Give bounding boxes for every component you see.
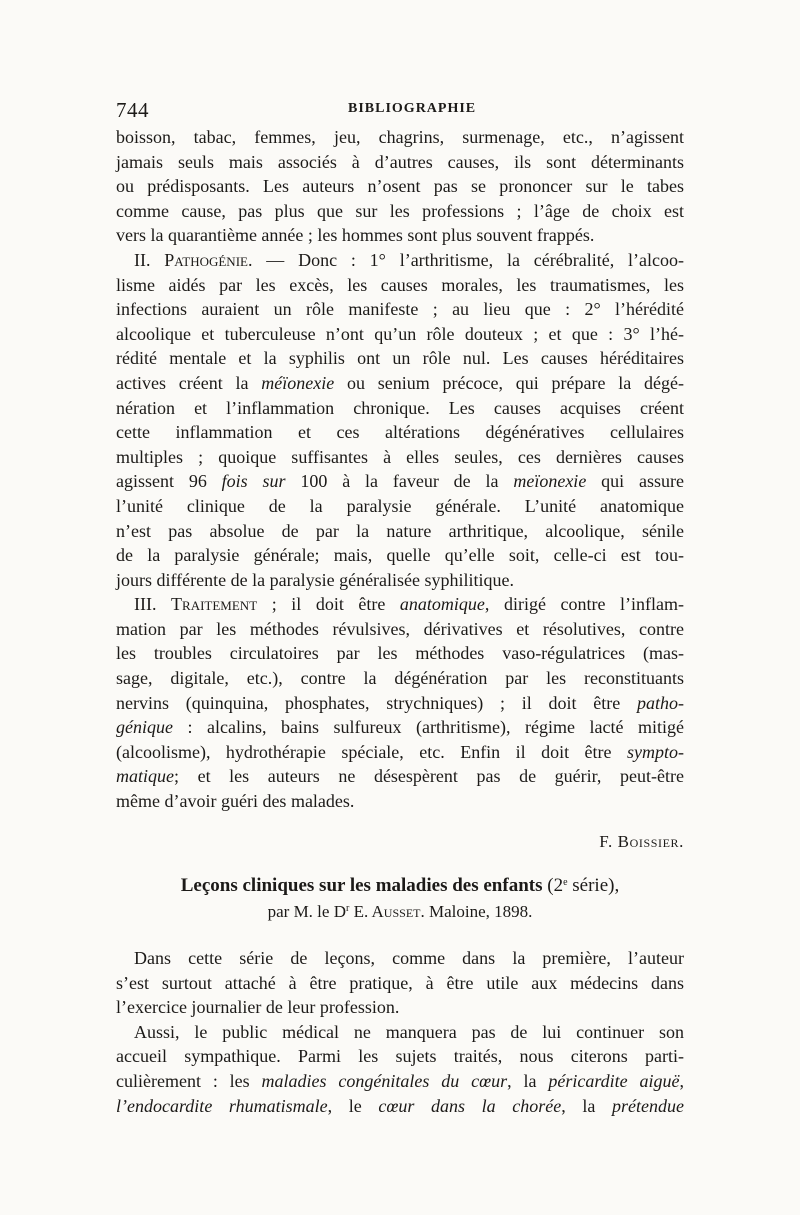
italic-term: anatomique [399,594,485,615]
text-line: Dans cette série de leçons, comme dans la première, l’auteur [134,948,684,968]
text-line: comme cause, pas plus que sur les professions ; l’âge de choix est [116,200,684,221]
italic-term: prétendue [612,1095,684,1116]
running-head: BIBLIOGRAPHIE [348,101,477,116]
text-line: mation par les méthodes révulsives, dérivatives et résolutives, contre [116,618,684,639]
page-header [116,98,684,124]
section-heading: Pathogénie [164,249,248,270]
text-line: même d’avoir guéri des malades. [116,791,355,812]
text-line: n’est pas absolue de par la nature arthritique, alcoolique, sénile [116,520,684,541]
italic-term: patho- [637,692,684,713]
review-title-line: Leçons cliniques sur les maladies des enfants (2e série), [180,875,620,896]
page-number: 744 [116,98,149,122]
text-line: génique : alcalins, bains sulfureux (arthritisme), régime lacté mitigé [116,717,684,738]
text-line: jours différente de la paralysie généralisée syphilitique. [116,569,515,590]
italic-term: méïonexie [261,372,335,393]
text-line: Aussi, le public médical ne manquera pas de lui continuer son [134,1021,684,1042]
italic-term: génique [116,717,173,738]
signature: F. Boissier. [599,832,684,851]
text-line: l’endocardite rhumatismale, le cœur dans la chorée, la prétendue [116,1095,684,1116]
review-title [116,873,684,925]
text-line: l’exercice journalier de leur profession. [116,997,400,1018]
text-line: infections auraient un rôle manifeste ; au lieu que : 2° l’hérédité [116,299,684,320]
text-line: nervins (quinquina, phosphates, strychniques) ; il doit être patho- [116,692,684,713]
text-line: culièrement : les maladies congénitales du cœur, la péricardite aiguë, [116,1070,684,1091]
text-line: jamais seuls mais associés à d’autres causes, ils sont déterminants [116,151,684,172]
section-heading: Traitement [171,594,258,615]
italic-term: sympto- [627,741,684,762]
text-line: s’est surtout attaché à être pratique, à être utile aux médecins dans [116,972,684,993]
text-line: cette inflammation et ces altérations dégénératives cellulaires [116,422,684,443]
author-name: E. Ausset [349,902,421,921]
italic-term: meïonexie [513,471,587,492]
text-line: multiples ; quoique suffisantes à elles seules, ces dernières causes [116,446,684,467]
text-line: lisme aidés par les excès, les causes morales, les traumatismes, les [116,274,684,295]
text-line: rédité mentale et la syphilis ont un rôle nul. Les causes héréditaires [116,348,684,369]
text-line: ou prédisposants. Les auteurs n’osent pas se prononcer sur le tabes [116,176,684,197]
body-text [116,125,684,814]
italic-term: matique [116,766,174,787]
review-body [116,946,684,1118]
text-line: vers la quarantième année ; les hommes sont plus souvent frappés. [116,225,595,246]
traitement-heading-line: III. Traitement ; il doit être anatomique, dirigé contre l’inflam- [134,594,685,615]
text-line: nération et l’inflammation chronique. Les causes acquises créent [116,397,684,418]
text-line: actives créent la méïonexie ou senium précoce, qui prépare la dégé- [116,372,684,393]
italic-term: maladies congénitales du cœur [261,1070,508,1091]
italic-term: fois sur [221,471,286,492]
review-byline: par M. le $D^r$ E. Ausset. Maloine, 1898. [267,902,533,921]
text-line: agissent 96 fois sur 100 à la faveur de la meïonexie qui assure [116,471,684,492]
text-line: (alcoolisme), hydrothérapie spéciale, etc. Enfin il doit être sympto- [116,741,684,762]
italic-term: péricardite aiguë [548,1070,680,1091]
text-line: accueil sympathique. Parmi les sujets traités, nous citerons parti- [116,1046,684,1067]
text-line: sage, digitale, etc.), contre la dégénération par les reconstituants [116,668,684,689]
pathogenie-heading-line: II. Pathogénie. — Donc : 1° l’arthritisme, la cérébralité, l’alcoo- [134,249,684,270]
text-line: l’unité clinique de la paralysie générale. L’unité anatomique [116,495,684,516]
text-line: alcoolique et tuberculeuse n’ont qu’un rôle douteux ; et que : 3° l’hé- [116,323,684,344]
italic-term: l’endocardite rhumatismale [116,1095,328,1116]
text-line: boisson, tabac, femmes, jeu, chagrins, surmenage, etc., n’agissent [116,127,684,147]
text-line: les troubles circulatoires par les méthodes vaso-régulatrices (mas- [116,643,684,664]
book-title: Leçons cliniques sur les maladies des enfants [180,875,543,896]
text-line: matique; et les auteurs ne désespèrent pas de guérir, peut-être [116,766,684,787]
text-line: de la paralysie générale; mais, quelle qu’elle soit, celle-ci est tou- [116,545,684,566]
italic-term: cœur dans la chorée [378,1095,562,1116]
